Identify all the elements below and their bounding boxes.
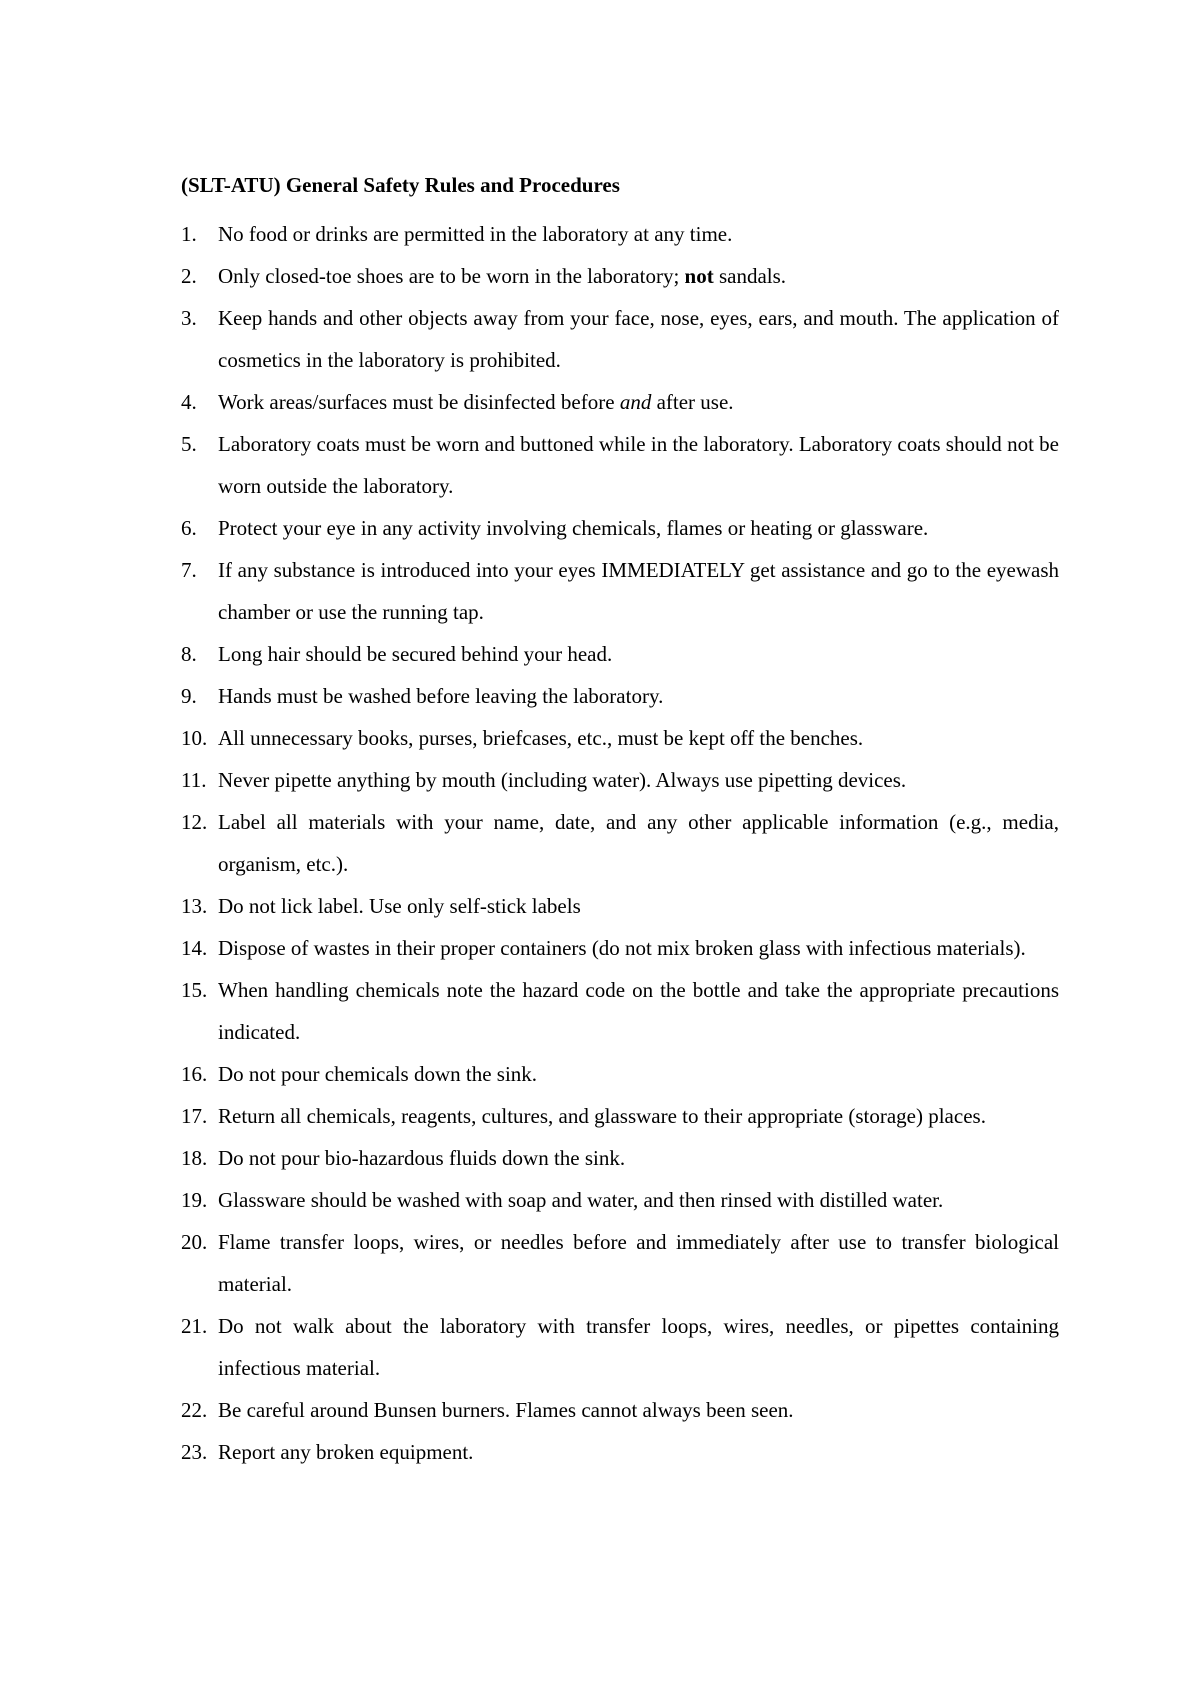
rule-item [181, 759, 1059, 801]
rule-item [181, 885, 1059, 927]
rule-text: Do not pour bio-hazardous fluids down the sink. [218, 1146, 626, 1170]
rule-number: 11. [181, 768, 207, 792]
rule-text: Laboratory coats must be worn and buttoned while in the laboratory. Laboratory coats should not be worn outside the laboratory. [218, 432, 1059, 498]
rule-number: 2. [181, 264, 197, 288]
rule-item [181, 381, 1059, 423]
rule-number: 9. [181, 684, 197, 708]
rule-number: 3. [181, 306, 197, 330]
rule-text-segment: after use. [651, 390, 734, 414]
rule-number: 8. [181, 642, 197, 666]
rule-text: Label all materials with your name, date, and any other applicable information (e.g., media, organism, etc.). [218, 810, 1059, 876]
rule-item [181, 801, 1059, 885]
rule-text: Return all chemicals, reagents, cultures, and glassware to their appropriate (storage) places. [218, 1104, 986, 1128]
rule-text: Protect your eye in any activity involving chemicals, flames or heating or glassware. [218, 516, 929, 540]
rule-text [218, 264, 786, 288]
rules-list [181, 213, 1059, 1473]
rule-item [181, 969, 1059, 1053]
rule-emphasis: and [619, 390, 652, 414]
rule-item [181, 1431, 1059, 1473]
rule-number: 15. [181, 978, 208, 1002]
document-title: (SLT-ATU) General Safety Rules and Procedures [181, 173, 620, 197]
rule-number: 1. [181, 222, 197, 246]
rule-text: All unnecessary books, purses, briefcases, etc., must be kept off the benches. [218, 726, 864, 750]
rule-text [218, 390, 734, 414]
rule-number: 5. [181, 432, 197, 456]
rule-number: 4. [181, 390, 197, 414]
rule-text: Flame transfer loops, wires, or needles before and immediately after use to transfer biological material. [218, 1230, 1059, 1296]
rule-item [181, 549, 1059, 633]
rule-number: 7. [181, 558, 197, 582]
rule-item [181, 927, 1059, 969]
rule-item [181, 507, 1059, 549]
rule-number: 13. [181, 894, 208, 918]
rule-text-segment: Only closed-toe shoes are to be worn in the laboratory; [218, 264, 685, 288]
rule-number: 17. [181, 1104, 208, 1128]
rule-item [181, 717, 1059, 759]
rule-text: Dispose of wastes in their proper containers (do not mix broken glass with infectious materials). [218, 936, 1026, 960]
rule-item [181, 633, 1059, 675]
rule-text: No food or drinks are permitted in the laboratory at any time. [218, 222, 733, 246]
rule-number: 20. [181, 1230, 208, 1254]
rule-text: If any substance is introduced into your eyes IMMEDIATELY get assistance and go to the eyewash chamber or use the running tap. [218, 558, 1059, 624]
rule-text: Never pipette anything by mouth (including water). Always use pipetting devices. [218, 768, 907, 792]
rule-number: 19. [181, 1188, 208, 1212]
rule-number: 12. [181, 810, 208, 834]
rule-item [181, 213, 1059, 255]
rule-number: 6. [181, 516, 197, 540]
rule-text-segment: Work areas/surfaces must be disinfected before [218, 390, 620, 414]
rule-text: Keep hands and other objects away from your face, nose, eyes, ears, and mouth. The application of cosmetics in the laboratory is prohibited. [218, 306, 1059, 372]
rule-text: Hands must be washed before leaving the laboratory. [218, 684, 664, 708]
rule-text: Be careful around Bunsen burners. Flames cannot always been seen. [218, 1398, 794, 1422]
rule-number: 10. [181, 726, 208, 750]
rule-number: 22. [181, 1398, 208, 1422]
rule-text: Report any broken equipment. [218, 1440, 474, 1464]
rule-number: 18. [181, 1146, 208, 1170]
rule-text: Do not walk about the laboratory with transfer loops, wires, needles, or pipettes containing infectious material. [218, 1314, 1059, 1380]
rule-text: Glassware should be washed with soap and water, and then rinsed with distilled water. [218, 1188, 944, 1212]
rule-item [181, 1053, 1059, 1095]
rule-emphasis: not [684, 264, 714, 288]
rule-item [181, 255, 1059, 297]
rule-item [181, 297, 1059, 381]
rule-text: Long hair should be secured behind your head. [218, 642, 613, 666]
rule-text: Do not lick label. Use only self-stick labels [218, 894, 581, 918]
rule-text: When handling chemicals note the hazard code on the bottle and take the appropriate precautions indicated. [218, 978, 1059, 1044]
rule-number: 16. [181, 1062, 208, 1086]
rule-number: 23. [181, 1440, 208, 1464]
rule-text-segment: sandals. [713, 264, 787, 288]
rule-item [181, 1221, 1059, 1305]
rule-number: 14. [181, 936, 208, 960]
rule-item [181, 1095, 1059, 1137]
rule-text: Do not pour chemicals down the sink. [218, 1062, 538, 1086]
rule-item [181, 1389, 1059, 1431]
rule-item [181, 1179, 1059, 1221]
rule-item [181, 1137, 1059, 1179]
rule-item [181, 675, 1059, 717]
rule-item [181, 423, 1059, 507]
rule-item [181, 1305, 1059, 1389]
rule-number: 21. [181, 1314, 208, 1338]
